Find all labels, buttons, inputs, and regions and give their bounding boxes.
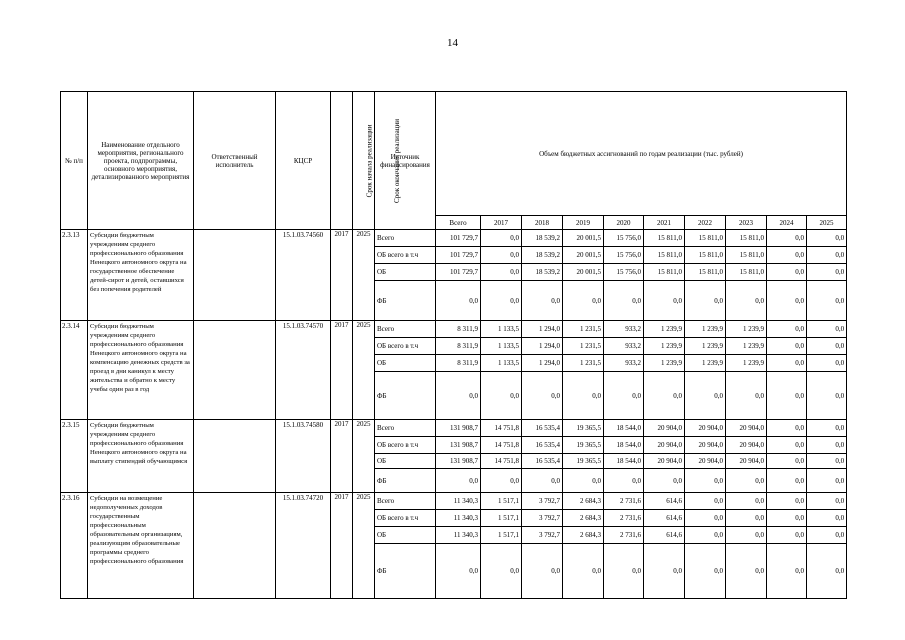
funding-value: 0,0	[644, 281, 685, 321]
funding-value: 0,0	[767, 355, 807, 372]
funding-value: 0,0	[604, 281, 644, 321]
funding-source: ОБ	[375, 264, 436, 281]
funding-value: 0,0	[481, 264, 522, 281]
row-executor	[194, 230, 276, 321]
funding-value: 0,0	[563, 281, 604, 321]
row-executor	[194, 321, 276, 420]
funding-value: 0,0	[604, 544, 644, 599]
funding-value: 0,0	[644, 544, 685, 599]
funding-value: 0,0	[767, 281, 807, 321]
funding-source: ОБ всего в т.ч	[375, 510, 436, 527]
funding-value: 15 811,0	[644, 264, 685, 281]
funding-value: 0,0	[481, 247, 522, 264]
funding-value: 0,0	[767, 493, 807, 510]
funding-value: 1 133,5	[481, 338, 522, 355]
funding-value: 0,0	[767, 510, 807, 527]
funding-value: 14 751,8	[481, 420, 522, 437]
row-end: 2025	[353, 420, 375, 493]
funding-value: 15 811,0	[726, 247, 767, 264]
funding-value: 0,0	[726, 281, 767, 321]
funding-value: 0,0	[522, 469, 563, 493]
funding-value: 0,0	[807, 230, 847, 247]
funding-value: 0,0	[481, 544, 522, 599]
funding-value: 1 517,1	[481, 493, 522, 510]
funding-value: 0,0	[726, 510, 767, 527]
funding-value: 1 231,5	[563, 321, 604, 338]
header-index: № п/п	[61, 92, 88, 230]
funding-value: 0,0	[807, 355, 847, 372]
funding-value: 0,0	[522, 281, 563, 321]
funding-source: ОБ	[375, 355, 436, 372]
funding-value: 1 239,9	[644, 355, 685, 372]
funding-value: 3 792,7	[522, 527, 563, 544]
funding-value: 101 729,7	[436, 247, 481, 264]
header-end: Срок окончания реализации	[392, 118, 401, 203]
funding-value: 0,0	[807, 338, 847, 355]
funding-value: 0,0	[522, 372, 563, 420]
funding-value: 1 239,9	[644, 321, 685, 338]
funding-value: 0,0	[563, 372, 604, 420]
funding-value: 15 756,0	[604, 247, 644, 264]
header-year: 2024	[767, 216, 807, 230]
funding-value: 0,0	[807, 264, 847, 281]
funding-value: 1 517,1	[481, 510, 522, 527]
funding-value: 18 544,0	[604, 437, 644, 454]
row-index: 2.3.13	[61, 230, 88, 321]
funding-value: 0,0	[481, 469, 522, 493]
funding-value: 14 751,8	[481, 454, 522, 469]
row-kcsr: 15.1.03.74580	[276, 420, 331, 493]
header-year: 2018	[522, 216, 563, 230]
funding-value: 101 729,7	[436, 264, 481, 281]
header-kcsr: КЦСР	[276, 92, 331, 230]
funding-value: 20 904,0	[685, 454, 726, 469]
row-index: 2.3.16	[61, 493, 88, 599]
funding-source: ОБ	[375, 454, 436, 469]
row-name: Субсидии бюджетным учреждениям среднего профессионального образования Ненецкого автономного округа на выплату стипендий обучающимся	[88, 420, 194, 493]
funding-value: 3 792,7	[522, 493, 563, 510]
funding-value: 0,0	[807, 454, 847, 469]
funding-source: ФБ	[375, 372, 436, 420]
header-year: 2023	[726, 216, 767, 230]
funding-value: 0,0	[767, 247, 807, 264]
funding-value: 0,0	[604, 469, 644, 493]
funding-value: 614,6	[644, 527, 685, 544]
funding-value: 18 539,2	[522, 264, 563, 281]
funding-value: 0,0	[436, 372, 481, 420]
funding-value: 0,0	[767, 338, 807, 355]
funding-value: 19 365,5	[563, 437, 604, 454]
funding-value: 0,0	[767, 544, 807, 599]
funding-value: 2 731,6	[604, 510, 644, 527]
funding-value: 0,0	[685, 372, 726, 420]
header-year: 2025	[807, 216, 847, 230]
row-end: 2025	[353, 230, 375, 321]
row-index: 2.3.14	[61, 321, 88, 420]
funding-value: 0,0	[726, 544, 767, 599]
funding-value: 0,0	[563, 544, 604, 599]
funding-value: 16 535,4	[522, 437, 563, 454]
table-row	[61, 420, 847, 437]
header-volume: Объем бюджетных ассигнований по годам реализации (тыс. рублей)	[436, 92, 847, 216]
row-kcsr: 15.1.03.74560	[276, 230, 331, 321]
funding-value: 0,0	[807, 247, 847, 264]
funding-value: 20 904,0	[644, 454, 685, 469]
funding-value: 0,0	[685, 510, 726, 527]
funding-value: 0,0	[644, 469, 685, 493]
funding-value: 0,0	[807, 281, 847, 321]
funding-value: 0,0	[807, 420, 847, 437]
table-header	[61, 92, 847, 230]
funding-value: 1 239,9	[685, 321, 726, 338]
funding-source: ОБ всего в т.ч	[375, 437, 436, 454]
header-year: Всего	[436, 216, 481, 230]
funding-value: 15 756,0	[604, 230, 644, 247]
row-executor	[194, 420, 276, 493]
funding-value: 1 239,9	[726, 355, 767, 372]
funding-value: 15 811,0	[644, 230, 685, 247]
funding-value: 15 811,0	[726, 230, 767, 247]
funding-source: ОБ	[375, 527, 436, 544]
row-start: 2017	[331, 493, 353, 599]
funding-value: 0,0	[807, 321, 847, 338]
row-end: 2025	[353, 321, 375, 420]
funding-source: ФБ	[375, 281, 436, 321]
row-start: 2017	[331, 420, 353, 493]
funding-value: 0,0	[726, 469, 767, 493]
header-year: 2021	[644, 216, 685, 230]
funding-value: 1 239,9	[644, 338, 685, 355]
funding-value: 11 340,3	[436, 493, 481, 510]
funding-value: 11 340,3	[436, 510, 481, 527]
funding-value: 0,0	[807, 437, 847, 454]
funding-value: 19 365,5	[563, 420, 604, 437]
funding-value: 0,0	[563, 469, 604, 493]
funding-value: 20 001,5	[563, 230, 604, 247]
funding-value: 15 811,0	[726, 264, 767, 281]
funding-source: Всего	[375, 420, 436, 437]
funding-value: 933,2	[604, 338, 644, 355]
funding-value: 2 731,6	[604, 527, 644, 544]
funding-value: 0,0	[644, 372, 685, 420]
funding-value: 0,0	[481, 372, 522, 420]
funding-value: 16 535,4	[522, 454, 563, 469]
funding-value: 3 792,7	[522, 510, 563, 527]
funding-value: 0,0	[767, 527, 807, 544]
funding-value: 0,0	[767, 469, 807, 493]
funding-source: ОБ всего в т.ч	[375, 338, 436, 355]
row-index: 2.3.15	[61, 420, 88, 493]
funding-value: 0,0	[726, 527, 767, 544]
funding-value: 614,6	[644, 510, 685, 527]
funding-value: 1 239,9	[685, 338, 726, 355]
funding-value: 0,0	[807, 493, 847, 510]
funding-value: 131 908,7	[436, 454, 481, 469]
table-row	[61, 230, 847, 247]
funding-source: Всего	[375, 493, 436, 510]
funding-value: 1 239,9	[685, 355, 726, 372]
table-row	[61, 321, 847, 338]
funding-source: Всего	[375, 321, 436, 338]
funding-value: 0,0	[767, 264, 807, 281]
funding-value: 20 001,5	[563, 247, 604, 264]
funding-value: 16 535,4	[522, 420, 563, 437]
funding-value: 1 294,0	[522, 321, 563, 338]
funding-value: 0,0	[807, 469, 847, 493]
funding-value: 20 904,0	[685, 420, 726, 437]
row-start: 2017	[331, 321, 353, 420]
funding-value: 0,0	[726, 372, 767, 420]
funding-value: 20 001,5	[563, 264, 604, 281]
header-start-cell	[331, 92, 374, 230]
funding-value: 15 756,0	[604, 264, 644, 281]
funding-value: 0,0	[685, 527, 726, 544]
funding-value: 8 311,9	[436, 321, 481, 338]
funding-value: 0,0	[807, 544, 847, 599]
funding-value: 0,0	[685, 469, 726, 493]
header-year: 2020	[604, 216, 644, 230]
funding-value: 0,0	[685, 493, 726, 510]
row-start: 2017	[331, 230, 353, 321]
header-year: 2017	[481, 216, 522, 230]
funding-value: 2 684,3	[563, 510, 604, 527]
funding-value: 0,0	[767, 372, 807, 420]
funding-value: 18 544,0	[604, 420, 644, 437]
table-row	[61, 493, 847, 510]
row-kcsr: 15.1.03.74570	[276, 321, 331, 420]
funding-value: 0,0	[685, 281, 726, 321]
header-year: 2022	[685, 216, 726, 230]
row-kcsr: 15.1.03.74720	[276, 493, 331, 599]
funding-value: 8 311,9	[436, 355, 481, 372]
funding-value: 0,0	[767, 321, 807, 338]
funding-source: ФБ	[375, 544, 436, 599]
row-executor	[194, 493, 276, 599]
funding-value: 15 811,0	[685, 230, 726, 247]
funding-value: 0,0	[481, 230, 522, 247]
funding-value: 15 811,0	[685, 264, 726, 281]
funding-value: 0,0	[767, 454, 807, 469]
table-body	[61, 230, 847, 599]
funding-value: 0,0	[436, 281, 481, 321]
funding-value: 15 811,0	[644, 247, 685, 264]
funding-value: 0,0	[807, 527, 847, 544]
funding-value: 0,0	[685, 544, 726, 599]
funding-source: Всего	[375, 230, 436, 247]
row-name: Субсидии бюджетным учреждениям среднего профессионального образования Ненецкого автономного округа на государственное обеспечение детей-сирот и детей, оставшихся без попечения родителей	[88, 230, 194, 321]
funding-value: 1 294,0	[522, 355, 563, 372]
header-name: Наименование отдельного мероприятия, регионального проекта, подпрограммы, основного мероприятия, детализированного мероприятия	[88, 92, 194, 230]
funding-value: 0,0	[807, 372, 847, 420]
funding-value: 0,0	[767, 420, 807, 437]
funding-value: 131 908,7	[436, 437, 481, 454]
row-name: Субсидии бюджетным учреждениям среднего профессионального образования Ненецкого автономного округа на компенсацию денежных средств за проезд в дни каникул к месту жительства и обратно к месту учебы один раз в год	[88, 321, 194, 420]
funding-value: 1 133,5	[481, 355, 522, 372]
funding-value: 20 904,0	[726, 420, 767, 437]
funding-value: 1 231,5	[563, 355, 604, 372]
row-name: Субсидии на возмещение недополученных доходов государственным профессиональным образовательным организациям, реализующим образовательные программы среднего профессионального образования	[88, 493, 194, 599]
funding-value: 14 751,8	[481, 437, 522, 454]
funding-value: 20 904,0	[726, 454, 767, 469]
funding-value: 0,0	[604, 372, 644, 420]
funding-value: 614,6	[644, 493, 685, 510]
page-number: 14	[447, 37, 458, 49]
funding-value: 18 539,2	[522, 230, 563, 247]
funding-value: 2 731,6	[604, 493, 644, 510]
funding-value: 8 311,9	[436, 338, 481, 355]
funding-value: 20 904,0	[685, 437, 726, 454]
budget-table	[60, 91, 847, 599]
funding-value: 933,2	[604, 321, 644, 338]
funding-source: ФБ	[375, 469, 436, 493]
funding-value: 2 684,3	[563, 493, 604, 510]
header-start: Срок начала реализации	[365, 124, 374, 197]
funding-value: 933,2	[604, 355, 644, 372]
row-end: 2025	[353, 493, 375, 599]
funding-value: 20 904,0	[726, 437, 767, 454]
funding-value: 1 231,5	[563, 338, 604, 355]
header-year: 2019	[563, 216, 604, 230]
funding-value: 18 544,0	[604, 454, 644, 469]
funding-value: 2 684,3	[563, 527, 604, 544]
funding-value: 1 133,5	[481, 321, 522, 338]
funding-value: 0,0	[767, 230, 807, 247]
funding-value: 1 517,1	[481, 527, 522, 544]
funding-value: 131 908,7	[436, 420, 481, 437]
funding-value: 0,0	[807, 510, 847, 527]
funding-value: 20 904,0	[644, 437, 685, 454]
funding-value: 15 811,0	[685, 247, 726, 264]
funding-value: 0,0	[726, 493, 767, 510]
header-executor: Ответственный исполнитель	[194, 92, 276, 230]
funding-value: 20 904,0	[644, 420, 685, 437]
funding-value: 1 239,9	[726, 321, 767, 338]
funding-value: 101 729,7	[436, 230, 481, 247]
funding-value: 18 539,2	[522, 247, 563, 264]
funding-value: 0,0	[767, 437, 807, 454]
funding-value: 0,0	[436, 544, 481, 599]
funding-value: 11 340,3	[436, 527, 481, 544]
funding-value: 1 239,9	[726, 338, 767, 355]
funding-value: 0,0	[481, 281, 522, 321]
funding-value: 19 365,5	[563, 454, 604, 469]
header-source: Источник финансирования	[375, 92, 436, 230]
funding-value: 1 294,0	[522, 338, 563, 355]
funding-source: ОБ всего в т.ч	[375, 247, 436, 264]
funding-value: 0,0	[522, 544, 563, 599]
funding-value: 0,0	[436, 469, 481, 493]
